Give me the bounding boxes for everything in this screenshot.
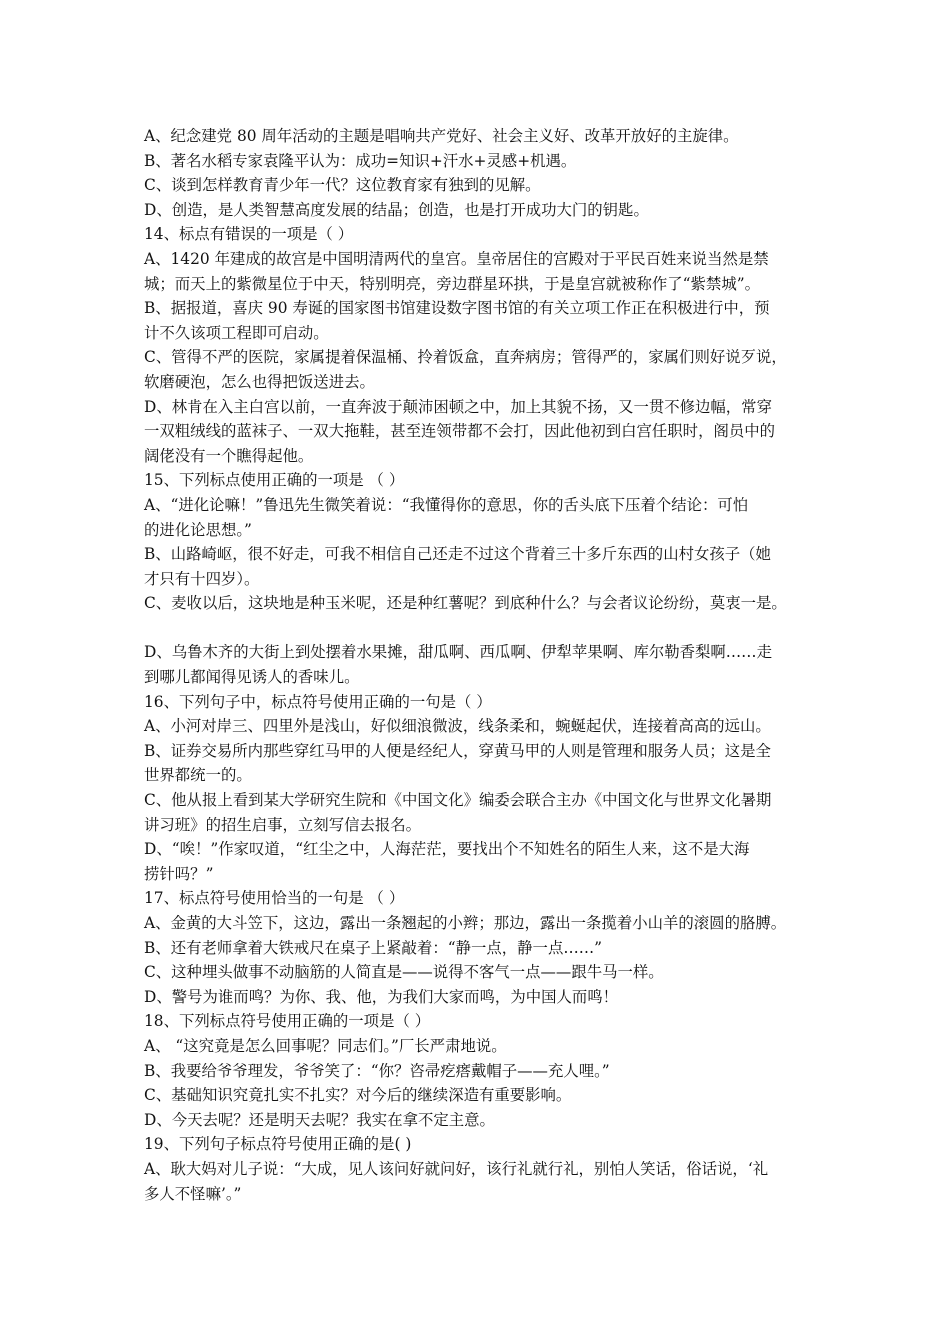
text-line: 的进化论思想。” (144, 520, 252, 539)
text-line: 一双粗绒线的蓝袜子、一双大拖鞋，甚至连领带都不会打，因此他初到白宫任职时，阁员中的 (144, 422, 776, 441)
text-line: 19、下列句子标点符号使用正确的是( ) (144, 1135, 412, 1154)
text-line: 世界都统一的。 (144, 766, 252, 785)
text-line: 软磨硬泡，怎么也得把饭送进去。 (144, 372, 375, 391)
text-line: A、1420 年建成的故宫是中国明清两代的皇宫。皇帝居住的宫殿对于平民百姓来说当然是禁 (144, 249, 769, 268)
text-line: A、纪念建党 80 周年活动的主题是唱响共产党好、社会主义好、改革开放好的主旋律。 (144, 127, 739, 145)
text-line: C、麦收以后，这块地是种玉米呢，还是种红薯呢？到底种什么？与会者议论纷纷，莫衷一是。 (144, 594, 787, 613)
text-line: B、据报道，喜庆 90 寿诞的国家图书馆建设数字图书馆的有关立项工作正在积极进行中，预 (144, 299, 770, 318)
text-line: B、著名水稻专家袁隆平认为：成功=知识+汗水+灵感+机遇。 (144, 151, 577, 170)
text-line (144, 616, 820, 641)
text-line: C、基础知识究竟扎实不扎实？对今后的继续深造有重要影响。 (144, 1086, 572, 1105)
text-line: D、“唉！”作家叹道，“红尘之中，人海茫茫，要找出个不知姓名的陌生人来，这不是大海 (144, 840, 750, 859)
text-line: 多人不怪嘛’。” (144, 1184, 242, 1203)
text-line: A、 “这究竟是怎么回事呢？同志们。”厂长严肃地说。 (144, 1036, 507, 1055)
text-line: 城；而天上的紫微星位于中天，特别明亮，旁边群星环拱，于是皇宫就被称作了“紫禁城”。 (144, 274, 760, 293)
text-line: 才只有十四岁）。 (144, 569, 260, 588)
document-page (144, 124, 820, 1206)
text-line: A、耿大妈对儿子说：“大成，见人该问好就问好，该行礼就行礼，别怕人笑话，俗话说，‘礼 (144, 1159, 769, 1178)
text-line: C、管得不严的医院，家属提着保温桶、拎着饭盒，直奔病房；管得严的，家属们则好说歹说， (144, 348, 787, 367)
text-line: 17、标点符号使用恰当的一句是 （ ） (144, 889, 405, 908)
text-line: A、金黄的大斗笠下，这边，露出一条翘起的小辫；那边，露出一条揽着小山羊的滚圆的胳膊。 (144, 914, 787, 932)
text-line: C、他从报上看到某大学研究生院和《中国文化》编委会联合主办《中国文化与世界文化暑期 (144, 791, 772, 810)
text-line: D、创造，是人类智慧高度发展的结晶；创造，也是打开成功大门的钥匙。 (144, 200, 649, 219)
text-line: C、谈到怎样教育青少年一代？这位教育家有独到的见解。 (144, 176, 541, 195)
text-line: B、山路崎岖，很不好走，可我不相信自己还走不过这个背着三十多斤东西的山村女孩子（她 (144, 545, 771, 564)
text-line: 到哪儿都闻得见诱人的香味儿。 (144, 668, 360, 687)
text-line: B、证券交易所内那些穿红马甲的人便是经纪人，穿黄马甲的人则是管理和服务人员；这是全 (144, 741, 771, 760)
text-line: A、小河对岸三、四里外是浅山，好似细浪微波，线条柔和，蜿蜒起伏，连接着高高的远山。 (144, 717, 771, 736)
text-line: D、今天去呢？还是明天去呢？我实在拿不定主意。 (144, 1110, 495, 1129)
text-line: 阔佬没有一个瞧得起他。 (144, 446, 314, 465)
text-line: D、警号为谁而鸣？为你、我、他，为我们大家而鸣，为中国人而鸣！ (144, 987, 619, 1006)
text-line: D、林肯在入主白宫以前，一直奔波于颠沛困顿之中，加上其貌不扬，又一贯不修边幅，常穿 (144, 397, 772, 416)
text-line: 讲习班》的招生启事，立刻写信去报名。 (144, 815, 422, 834)
text-line: D、乌鲁木齐的大街上到处摆着水果摊，甜瓜啊、西瓜啊、伊犁苹果啊、库尔勒香梨啊……走 (144, 643, 772, 662)
text-line: 计不久该项工程即可启动。 (144, 323, 329, 342)
text-line: C、这种埋头做事不动脑筋的人简直是——说得不客气一点——跟牛马一样。 (144, 963, 664, 982)
text-line: A、“进化论嘛！”鲁迅先生微笑着说：“我懂得你的意思，你的舌头底下压着个结论：可怕 (144, 495, 749, 514)
text-line: B、我要给爷爷理发，爷爷笑了：“你？咨帚疙瘩戴帽子——充人哩。” (144, 1061, 610, 1080)
text-line: 16、下列句子中，标点符号使用正确的一句是（ ） (144, 692, 492, 711)
text-line: 18、下列标点符号使用正确的一项是（ ） (144, 1012, 431, 1031)
text-line: 捞针吗？” (144, 864, 214, 883)
text-line: 15、下列标点使用正确的一项是 （ ） (144, 471, 405, 490)
text-line: 14、标点有错误的一项是（ ） (144, 225, 354, 244)
text-line: B、还有老师拿着大铁戒尺在桌子上紧敲着：“静一点，静一点……” (144, 938, 602, 957)
